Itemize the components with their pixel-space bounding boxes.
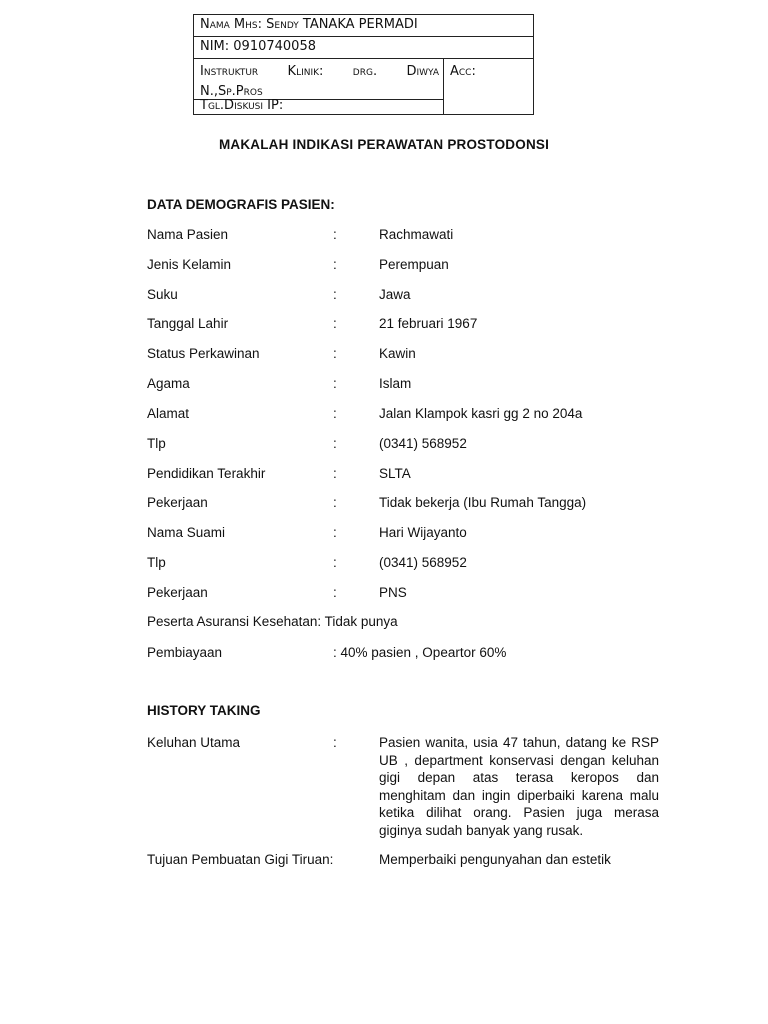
field-alamat (147, 405, 667, 423)
discussion-date: Tgl.Diskusi IP: (194, 100, 444, 114)
field-value: Rachmawati (379, 227, 454, 242)
field-value: (0341) 568952 (379, 436, 467, 451)
student-info-box (193, 14, 534, 115)
asuransi-label: Peserta Asuransi Kesehatan: (147, 614, 322, 629)
field-pekerjaan-suami (147, 584, 667, 602)
field-value: Hari Wijayanto (379, 525, 467, 540)
field-colon: : (333, 495, 337, 510)
field-jenis-kelamin (147, 256, 667, 274)
demographics-heading: DATA DEMOGRAFIS PASIEN: (147, 197, 335, 212)
field-colon: : (333, 585, 337, 600)
field-tlp (147, 435, 667, 453)
field-value: Jawa (379, 287, 411, 302)
acc-cell: Acc: (450, 64, 476, 79)
field-colon: : (333, 525, 337, 540)
field-value: (0341) 568952 (379, 555, 467, 570)
instructor-word-4: Diwya (406, 64, 439, 79)
instructor-word-2: Klinik: (287, 64, 324, 79)
field-label: Alamat (147, 406, 190, 421)
pembiayaan-value: : 40% pasien , Opeartor 60% (333, 645, 507, 660)
instructor-word-3: drg. (352, 64, 378, 79)
field-agama (147, 375, 667, 393)
field-colon: : (333, 287, 337, 302)
field-label: Pekerjaan (147, 495, 208, 510)
field-label: Suku (147, 287, 178, 302)
field-tujuan (147, 851, 667, 869)
field-value: 21 februari 1967 (379, 316, 478, 331)
document-title: MAKALAH INDIKASI PERAWATAN PROSTODONSI (218, 137, 550, 152)
pembiayaan-label: Pembiayaan (147, 645, 223, 660)
field-value: Jalan Klampok kasri gg 2 no 204a (379, 406, 583, 421)
field-label: Jenis Kelamin (147, 257, 232, 272)
field-label: Nama Pasien (147, 227, 229, 242)
field-pendidikan-terakhir (147, 465, 667, 483)
field-label: Pendidikan Terakhir (147, 466, 266, 481)
field-colon: : (333, 406, 337, 421)
field-label: Tlp (147, 555, 166, 570)
history-heading: HISTORY TAKING (147, 703, 261, 718)
field-colon: : (333, 376, 337, 391)
field-nama-suami (147, 524, 667, 542)
field-label: Nama Suami (147, 525, 226, 540)
field-label: Pekerjaan (147, 585, 208, 600)
keluhan-label: Keluhan Utama (147, 735, 241, 750)
field-value: Kawin (379, 346, 416, 361)
tujuan-label: Tujuan Pembuatan Gigi Tiruan: (147, 852, 334, 867)
field-colon: : (333, 466, 337, 481)
student-name: Nama Mhs: Sendy TANAKA PERMADI (194, 15, 533, 37)
field-tanggal-lahir (147, 315, 667, 333)
field-value: Perempuan (379, 257, 449, 272)
field-tlp-suami (147, 554, 667, 572)
field-value: SLTA (379, 466, 411, 481)
field-label: Agama (147, 376, 190, 391)
field-value: Islam (379, 376, 412, 391)
field-pekerjaan (147, 494, 667, 512)
field-value: Tidak bekerja (Ibu Rumah Tangga) (379, 495, 587, 510)
field-label: Status Perkawinan (147, 346, 260, 361)
keluhan-colon: : (333, 735, 337, 750)
field-colon: : (333, 227, 337, 242)
field-suku (147, 286, 667, 304)
field-colon: : (333, 316, 337, 331)
asuransi-value: Tidak punya (324, 614, 398, 629)
keluhan-value: Pasien wanita, usia 47 tahun, datang ke RSP UB , department konservasi dengan keluhan gigi depan atas terasa keropos dan menghitam dan ingin diperbaiki karena malu ketika dilihat orang. Pasien juga merasa giginya sudah banyak yang rusak. (379, 735, 659, 838)
field-status-perkawinan (147, 345, 667, 363)
field-value: PNS (379, 585, 407, 600)
instructor-cell (194, 59, 444, 100)
field-colon: : (333, 436, 337, 451)
field-pembiayaan (147, 644, 667, 662)
field-nama-pasien (147, 226, 667, 244)
field-label: Tanggal Lahir (147, 316, 229, 331)
field-colon: : (333, 555, 337, 570)
field-label: Tlp (147, 436, 166, 451)
tujuan-value: Memperbaiki pengunyahan dan estetik (379, 852, 611, 867)
instructor-line-2: N.,Sp.Pros (200, 84, 263, 99)
student-nim: NIM: 0910740058 (194, 37, 533, 59)
field-asuransi (147, 613, 398, 631)
field-colon: : (333, 257, 337, 272)
instructor-word-1: Instruktur (200, 64, 259, 79)
field-colon: : (333, 346, 337, 361)
